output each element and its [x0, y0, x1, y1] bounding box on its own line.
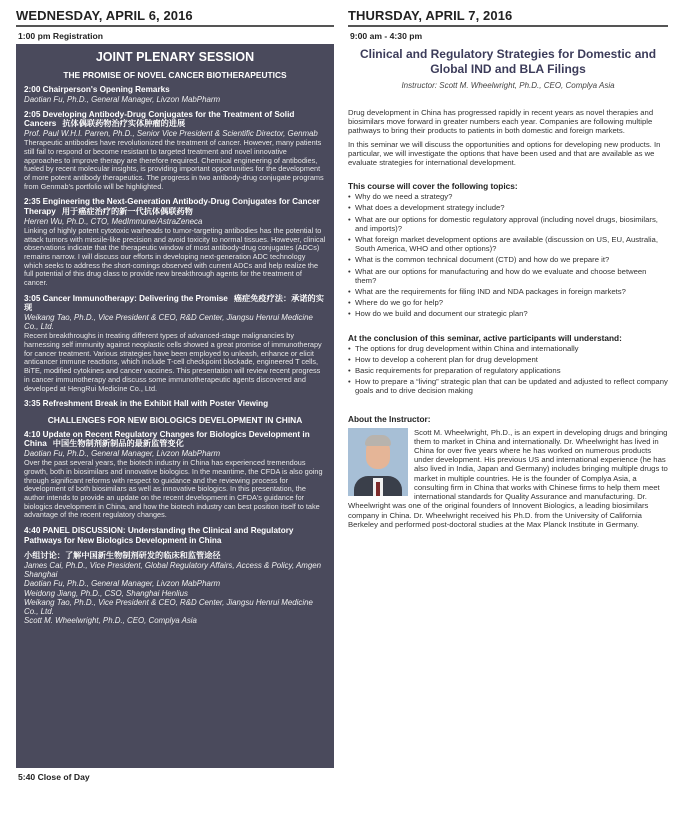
talk-speaker: Daotian Fu, Ph.D., General Manager, Livzon MabPharm — [24, 94, 221, 104]
about-instructor — [348, 428, 668, 529]
talk-speaker: Herren Wu, Ph.D., CTO, MedImmune/AstraZeneca — [24, 216, 203, 226]
talk-title-cn: 用于癌症治疗的新一代抗体偶联药物 — [61, 207, 193, 216]
day-heading: THURSDAY, APRIL 7, 2016 — [348, 8, 668, 27]
session-subtitle: CHALLENGES FOR NEW BIOLOGICS DEVELOPMENT IN CHINA — [47, 414, 303, 425]
talk-title-cn: 中国生物制剂新制品的最新监管变化 — [52, 439, 184, 449]
talk-title — [24, 85, 326, 95]
talk-title-text: 2:35 Engineering the Next-Generation Antibody-Drug Conjugates for Cancer Therapy — [24, 197, 320, 216]
talk-title-text: 4:40 PANEL DISCUSSION: Understanding the Clinical and Regulatory Pathways for New Biologics Development in China — [24, 526, 294, 545]
talk-item — [24, 110, 326, 192]
talk-item — [24, 430, 326, 520]
close-of-day: 5:40 Close of Day — [18, 772, 90, 782]
panel-discussion — [24, 551, 326, 625]
talk-item — [24, 526, 326, 545]
session-title: JOINT PLENARY SESSION — [95, 50, 255, 64]
intro-paragraph: In this seminar we will discuss the opportunities and options for developing new products. In particular, we will investigate the options that have been used and that are available as we evaluate strategies for international development. — [348, 139, 661, 168]
list-item: • How to prepare a “living” strategic plan that can be updated and adjusted to reflect company goals and to drive decision making — [348, 377, 668, 395]
list-item: • How to develop a coherent plan for drug development — [348, 355, 668, 364]
intro-paragraph: Drug development in China has progressed rapidly in recent years as novel therapies and biosimilars move forward in greater numbers each year. Companies are following multiple pathways to bring their products to patients in both domestic and foreign markets. — [348, 108, 654, 136]
instructor-photo — [348, 428, 408, 496]
talk-item — [24, 197, 326, 287]
list-item: • Where do we go for help? — [348, 298, 668, 307]
talk-title — [24, 197, 326, 216]
registration-time: 1:00 pm Registration — [18, 31, 104, 41]
talk-item — [24, 85, 326, 104]
list-item: • Why do we need a strategy? — [348, 192, 668, 201]
talk-speaker: Prof. Paul W.H.I. Parren, Ph.D., Senior Vice President & Scientific Director, Genmab — [24, 128, 318, 138]
talk-list — [24, 85, 326, 409]
course-title: Clinical and Regulatory Strategies for Domestic and Global IND and BLA Filings — [359, 47, 657, 76]
talk-speaker: Daotian Fu, Ph.D., General Manager, Livzon MabPharm — [24, 449, 221, 459]
panelist: James Cai, Ph.D., Vice President, Global Regulatory Affairs, Access & Policy, Amgen Shanghai — [24, 560, 322, 580]
talk-title-cn: 癌症免疫疗法：承诺的实现 — [24, 293, 324, 313]
talk-item — [24, 294, 326, 394]
about-heading: About the Instructor: — [348, 413, 431, 424]
instructor-line: Instructor: Scott M. Wheelwright, Ph.D., CEO, Complya Asia — [401, 81, 615, 90]
panel-title-cn: 小组讨论：了解中国新生物制剂研发的临床和监管途径 — [24, 551, 221, 561]
list-item: • What are our options for manufacturing and how do we evaluate and choose between them? — [348, 267, 668, 285]
talk-title — [24, 430, 326, 449]
talk-title — [24, 526, 326, 545]
talk-speaker: Weikang Tao, Ph.D., Vice President & CEO, R&D Center, Jiangsu Henrui Medicine Co., Ltd. — [24, 312, 313, 332]
session-subtitle: THE PROMISE OF NOVEL CANCER BIOTHERAPEUTICS — [63, 70, 287, 80]
talk-abstract: Over the past several years, the biotech industry in China has experienced tremendous growth, both in biosimilars and innovative biologics. In the meantime, the CFDA is also going through significant reforms with respect to guidance and the reviewing process for development of both biosimilars as well as innovative biologics. In this presentation, the author intends to provide an update on the recent development in CFDA's guidance for biologics development in China, and how the biotech industry can best position itself to take advantage of the recent regulatory changes. — [24, 458, 323, 520]
talk-title-text: 3:05 Cancer Immunotherapy: Delivering the Promise — [24, 293, 228, 303]
panelist: Weidong Jiang, Ph.D., CSO, Shanghai Henlius — [24, 588, 188, 598]
list-item: • What are our options for domestic regulatory approval (including novel drugs, biosimilars, and imports)? — [348, 215, 668, 233]
talk-abstract: Therapeutic antibodies have revolutionized the treatment of cancer. However, many patients still fail to respond or become resistant to targeted treatment and novel innovative approaches to improve therapy are therefore required. Chemical engineering of antibodies, fueled by recent molecular insights, is providing important opportunities for the development of more potent antibody therapeutics. The progress in two antibody-drug conjugate programs from Genmab's portfolio will be highlighted. — [24, 138, 324, 191]
talk-item — [24, 399, 326, 409]
talk-title-text: 2:00 Chairperson's Opening Remarks — [24, 85, 170, 94]
talk-title-text: 4:10 Update on Recent Regulatory Changes for Biologics Development in China — [24, 429, 310, 449]
list-item: • Basic requirements for preparation of regulatory applications — [348, 366, 668, 375]
talk-abstract: Recent breakthroughs in treating different types of advanced-stage malignancies by harnessing self immunity against neoplastic cells showed a great promise of immunotherapy for cancer treatment. Various strategies have been employed to unleash, enhance or elicit anticancer immune reactions, which include T-cell checkpoint blockade, engineered T cells, BiTE, modified cytokines and cancer vaccines. This presentation will review recent progress in cancer immunotherapy and discuss some immunotherapeutic agents discovered and developed at HengRui Medicine Co., Ltd. — [24, 331, 322, 393]
talk-list — [24, 430, 326, 546]
course-time: 9:00 am - 4:30 pm — [350, 31, 423, 41]
wednesday-column — [16, 8, 334, 782]
list-item: • How do we build and document our strategic plan? — [348, 309, 668, 318]
about-text: Scott M. Wheelwright, Ph.D., is an expert in developing drugs and bringing them to market in China and internationally. Dr. Wheelwright has lived in China for over five years where he has worked on numerous products under development. His previous US and international experience (he has also lived in India, Japan and Germany) includes bringing multiple drugs to market in multiple countries. He is the founder of Complya Asia, a consulting firm in China that works with Chinese firms to help them meet international standards for Quality Assurance and manufacturing. Dr. Wheelwright was one of the original founders of Innovent Biologics, a leading biosimilars company in China. Dr. Wheelwright received his Ph.D. from the University of California Berkeley and performed post-doctoral studies at the Max Planck Institute in Germany. — [348, 427, 668, 529]
list-item: • What foreign market development options are available (discussion on US, EU, Australia, South America, WHO and other options)? — [348, 235, 668, 253]
talk-abstract: Linking of highly potent cytotoxic warheads to tumor-targeting antibodies has the potential to attack tumors with missile-like precision and avoid toxicity to normal tissues. However, clinical observations indicate that the therapeutic window of most antibody-drug conjugates (ADCs) remains narrow. I will discuss our efforts in developing next-generation ADC technology which seeks to address the short-comings observed with current ADCs and help realize the full potential of this drug class to provide new breakthrough agents for the treatment of cancer. — [24, 225, 326, 288]
conclusion-heading: At the conclusion of this seminar, active participants will understand: — [348, 332, 622, 343]
talk-title — [24, 110, 326, 129]
talk-title-text: 3:35 Refreshment Break in the Exhibit Hall with Poster Viewing — [24, 399, 269, 409]
list-item: • What are the requirements for filing IND and NDA packages in foreign markets? — [348, 287, 668, 296]
conclusion-list — [348, 344, 668, 396]
thursday-column — [348, 8, 668, 529]
list-item: • What does a development strategy include? — [348, 203, 668, 212]
talk-title — [24, 294, 326, 313]
talk-title-cn: 抗体偶联药物治疗实体肿瘤的进展 — [62, 119, 186, 129]
panelist: Weikang Tao, Ph.D., Vice President & CEO, R&D Center, Jiangsu Henrui Medicine Co., Ltd. — [24, 597, 313, 616]
topics-list — [348, 192, 668, 318]
panelist-list — [24, 561, 326, 625]
list-item: • What is the common technical document (CTD) and how do we prepare it? — [348, 255, 668, 264]
plenary-session-panel — [16, 44, 334, 768]
panelist: Daotian Fu, Ph.D., General Manager, Livzon MabPharm — [24, 579, 221, 589]
day-heading: WEDNESDAY, APRIL 6, 2016 — [16, 8, 334, 27]
talk-title-text: 2:05 Developing Antibody-Drug Conjugates for the Treatment of Solid Cancers — [24, 109, 295, 129]
talk-title — [24, 399, 326, 409]
topics-heading: This course will cover the following topics: — [348, 181, 518, 192]
panelist: Scott M. Wheelwright, Ph.D., CEO, Complya Asia — [24, 616, 197, 626]
list-item: • The options for drug development within China and internationally — [348, 344, 668, 353]
